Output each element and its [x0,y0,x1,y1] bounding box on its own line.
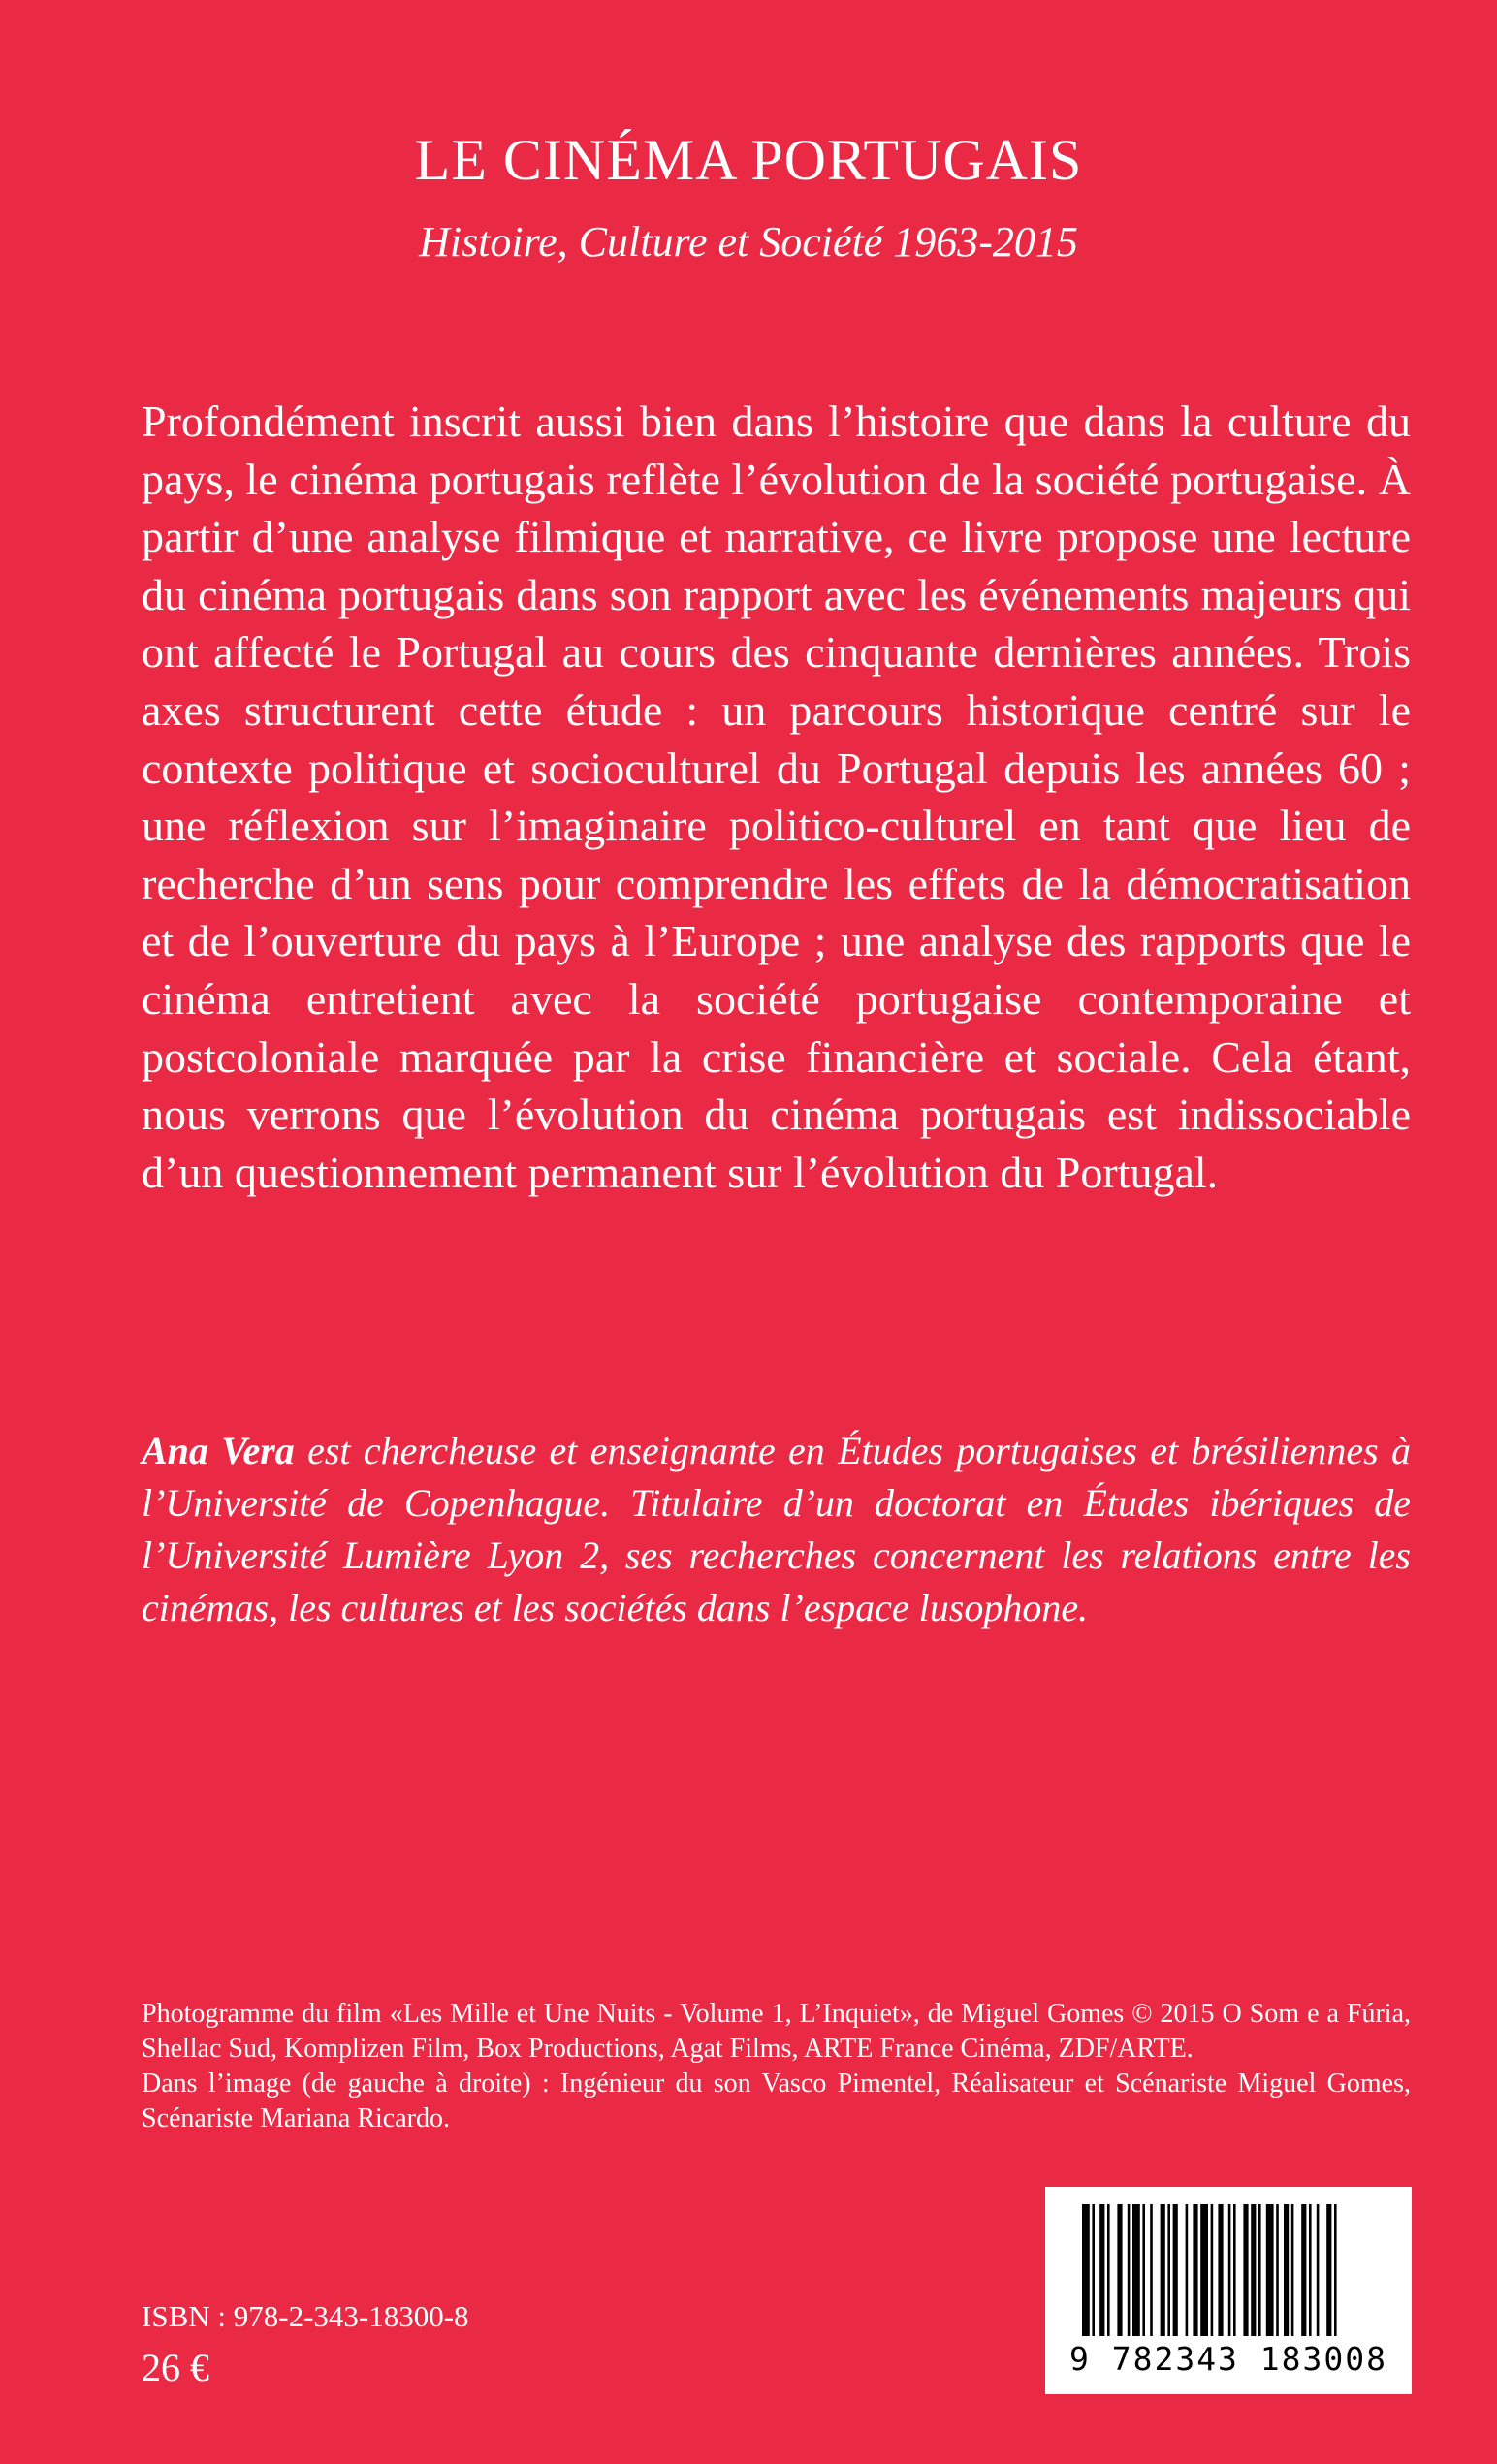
barcode-bar [1099,2204,1104,2336]
barcode-bar [1173,2204,1178,2336]
price-label: 26 € [142,2346,209,2389]
barcode-bar [1228,2204,1231,2336]
photo-credit-text: Photogramme du film «Les Mille et Une Nuits - Volume 1, L’Inquiet», de Miguel Gomes © 2015 O Som e a Fúria, Shellac Sud, Komplizen Film, Box Productions, Agat Films, ARTE France Cinéma, ZDF/ARTE. [142,1999,1411,2064]
barcode-bar [1251,2204,1256,2336]
barcode-bar [1092,2204,1095,2336]
synopsis-paragraph: Profondément inscrit aussi bien dans l’histoire que dans la culture du pays, le cinéma portugais reflète l’évolution de la société portugaise. À partir d’une analyse filmique et narrative, ce livre propose une lecture du cinéma portugais dans son rapport avec les événements majeurs qui ont affecté le Portugal au cours des cinquante dernières années. Trois axes structurent cette étude : un parcours historique centré sur le contexte politique et socioculturel du Portugal depuis les années 60 ; une réflexion sur l’imaginaire politico-culturel en tant que lieu de recherche d’un sens pour comprendre les effets de la démocratisation et de l’ouverture du pays à l’Europe ; une analyse des rapports que le cinéma entretient avec la société portugaise contemporaine et postcoloniale marquée par la crise financière et sociale. Cela étant, nous verrons que l’évolution du cinéma portugais est indissociable d’un questionnement permanent sur l’évolution du Portugal. [142,396,1411,1197]
barcode-bar [1258,2204,1261,2336]
barcode-bar [1107,2204,1110,2336]
barcode-bar [1167,2204,1170,2336]
barcode-bar [1334,2204,1337,2336]
barcode-bar [1326,2204,1331,2336]
barcode-digits: 9 782343 183008 [1068,2340,1387,2378]
barcode-bar [1218,2204,1223,2336]
barcode-bar [1291,2204,1294,2336]
barcode-bar [1266,2204,1274,2336]
author-bio-text: est chercheuse et enseignante en Études portugaises et brésiliennes à l’Université de Copenhague. Titulaire d’un doctorat en Études ibériques de l’Université Lumière Lyon 2, ses recherches concernent les relations entre les cinémas, les cultures et les sociétés dans l’espace lusophone. [142,1429,1411,1629]
barcode-bar [1200,2204,1208,2336]
barcode-bar [1082,2204,1090,2336]
book-title: LE CINÉMA PORTUGAIS [414,128,1083,192]
barcode-bar [1317,2204,1320,2336]
barcode-bar [1128,2204,1131,2336]
barcode-bar [1309,2204,1312,2336]
barcode-bar [1233,2204,1236,2336]
photo-credits [142,1997,1411,2136]
barcode-bar [1186,2204,1189,2336]
barcode [1045,2187,1412,2394]
barcode-bar [1161,2204,1165,2336]
image-caption-text: Dans l’image (de gauche à droite) : Ingénieur du son Vasco Pimentel, Réalisateur et Scénariste Miguel Gomes, Scénariste Mariana Ricardo. [142,2069,1411,2133]
barcode-bar [1117,2204,1122,2336]
barcode-bar [1150,2204,1153,2336]
barcode-bar [1142,2204,1145,2336]
barcode-bar [1243,2204,1248,2336]
author-bio [142,1425,1411,1634]
barcode-bar [1276,2204,1279,2336]
barcode-bar [1301,2204,1306,2336]
barcode-bar [1211,2204,1214,2336]
barcode-bar [1193,2204,1197,2336]
barcode-bar [1284,2204,1289,2336]
isbn-label: ISBN : 978-2-343-18300-8 [142,2299,469,2333]
barcode-bar [1132,2204,1140,2336]
author-name: Ana Vera [142,1429,295,1472]
book-subtitle: Histoire, Culture et Société 1963-2015 [419,218,1078,266]
